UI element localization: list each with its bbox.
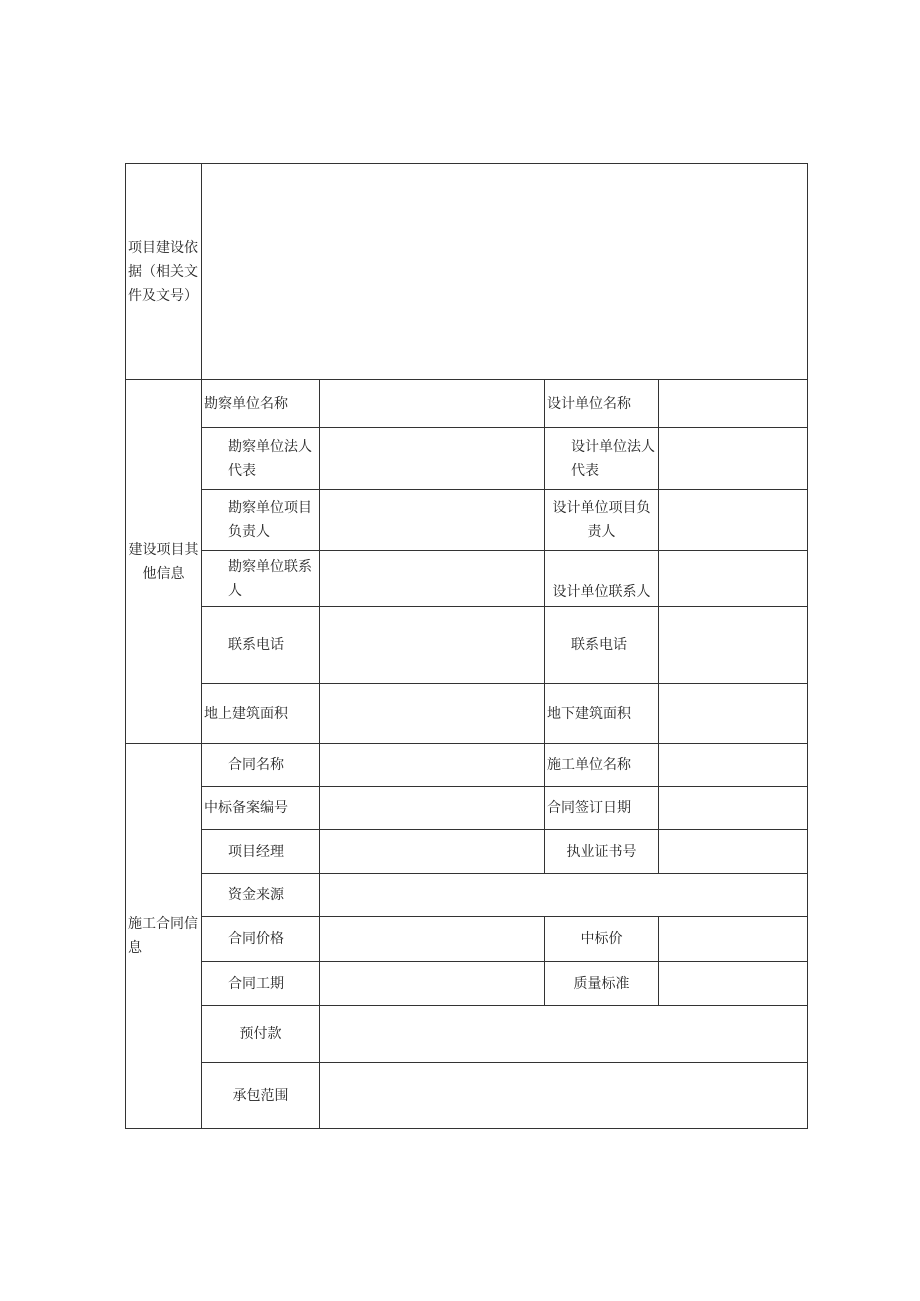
winning-bid-field[interactable]	[659, 917, 808, 962]
project-manager-label: 项目经理	[202, 830, 320, 874]
contract-scope-label: 承包范围	[202, 1063, 320, 1129]
advance-payment-field[interactable]	[320, 1006, 808, 1063]
design-contact-label: 设计单位联系人	[545, 551, 659, 607]
project-info-table	[125, 163, 808, 1129]
design-legal-rep-label: 设计单位法人代表	[545, 428, 659, 490]
design-phone-label: 联系电话	[545, 607, 659, 684]
quality-standard-label: 质量标准	[545, 962, 659, 1006]
basis-row	[126, 164, 808, 380]
table-row	[126, 607, 808, 684]
below-ground-area-field[interactable]	[659, 684, 808, 744]
contract-price-field[interactable]	[320, 917, 545, 962]
contract-duration-label: 合同工期	[202, 962, 320, 1006]
table-row	[126, 1063, 808, 1129]
design-unit-name-field[interactable]	[659, 380, 808, 428]
design-project-lead-label: 设计单位项目负责人	[545, 490, 659, 551]
table-row	[126, 917, 808, 962]
contract-scope-field[interactable]	[320, 1063, 808, 1129]
survey-project-lead-field[interactable]	[320, 490, 545, 551]
project-manager-field[interactable]	[320, 830, 545, 874]
other-info-section-label: 建设项目其他信息	[126, 380, 202, 744]
design-project-lead-field[interactable]	[659, 490, 808, 551]
contract-sign-date-label: 合同签订日期	[545, 787, 659, 830]
above-ground-area-field[interactable]	[320, 684, 545, 744]
survey-contact-label: 勘察单位联系人	[202, 551, 320, 607]
contract-name-field[interactable]	[320, 744, 545, 787]
survey-legal-rep-label: 勘察单位法人代表	[202, 428, 320, 490]
design-phone-field[interactable]	[659, 607, 808, 684]
table-row	[126, 874, 808, 917]
table-row	[126, 490, 808, 551]
table-row	[126, 428, 808, 490]
survey-unit-name-field[interactable]	[320, 380, 545, 428]
contract-sign-date-field[interactable]	[659, 787, 808, 830]
contract-price-label: 合同价格	[202, 917, 320, 962]
design-legal-rep-field[interactable]	[659, 428, 808, 490]
license-number-label: 执业证书号	[545, 830, 659, 874]
table-row	[126, 551, 808, 607]
table-row	[126, 684, 808, 744]
contract-name-label: 合同名称	[202, 744, 320, 787]
above-ground-area-label: 地上建筑面积	[202, 684, 320, 744]
license-number-field[interactable]	[659, 830, 808, 874]
design-contact-field[interactable]	[659, 551, 808, 607]
survey-phone-field[interactable]	[320, 607, 545, 684]
survey-contact-field[interactable]	[320, 551, 545, 607]
winning-bid-label: 中标价	[545, 917, 659, 962]
table-row	[126, 787, 808, 830]
builder-name-label: 施工单位名称	[545, 744, 659, 787]
bid-record-number-label: 中标备案编号	[202, 787, 320, 830]
advance-payment-label: 预付款	[202, 1006, 320, 1063]
design-unit-name-label: 设计单位名称	[545, 380, 659, 428]
survey-project-lead-label: 勘察单位项目负责人	[202, 490, 320, 551]
table-row	[126, 830, 808, 874]
funding-source-field[interactable]	[320, 874, 808, 917]
contract-info-section-label: 施工合同信息	[126, 744, 202, 1129]
quality-standard-field[interactable]	[659, 962, 808, 1006]
builder-name-field[interactable]	[659, 744, 808, 787]
table-row	[126, 744, 808, 787]
contract-duration-field[interactable]	[320, 962, 545, 1006]
funding-source-label: 资金来源	[202, 874, 320, 917]
below-ground-area-label: 地下建筑面积	[545, 684, 659, 744]
basis-label: 项目建设依据（相关文件及文号）	[126, 164, 202, 380]
basis-value-field[interactable]	[202, 164, 808, 380]
table-row	[126, 380, 808, 428]
survey-legal-rep-field[interactable]	[320, 428, 545, 490]
table-row	[126, 962, 808, 1006]
bid-record-number-field[interactable]	[320, 787, 545, 830]
survey-unit-name-label: 勘察单位名称	[202, 380, 320, 428]
survey-phone-label: 联系电话	[202, 607, 320, 684]
table-row	[126, 1006, 808, 1063]
